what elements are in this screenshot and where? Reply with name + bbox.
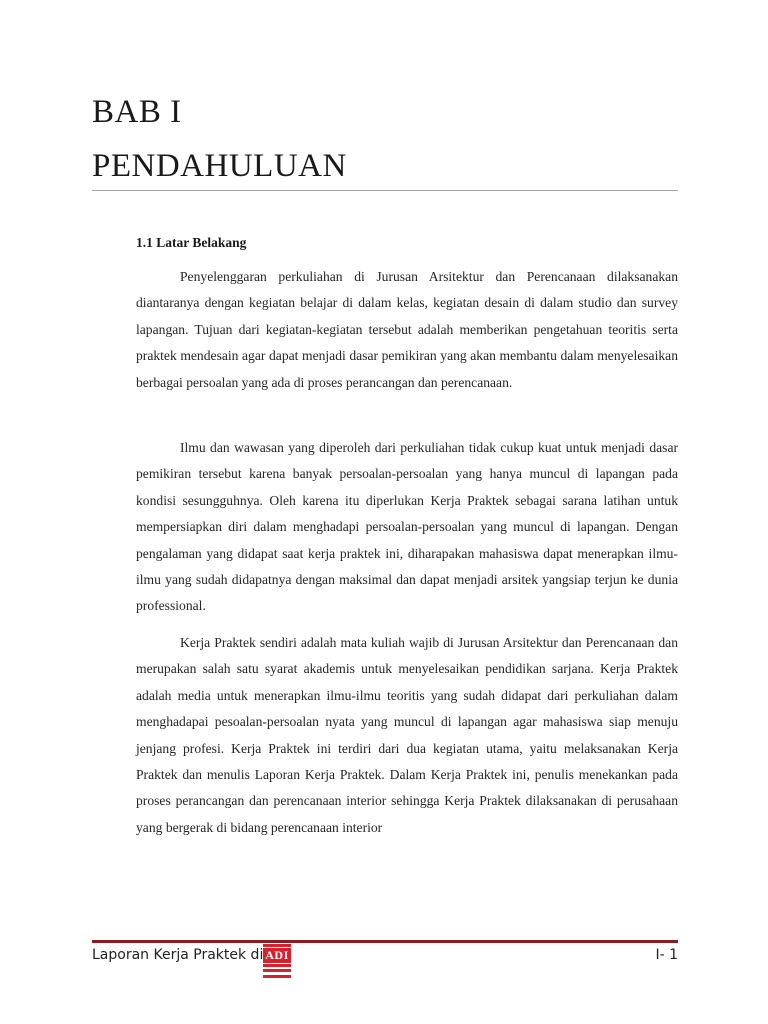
paragraph-3: Kerja Praktek sendiri adalah mata kuliah wajib di Jurusan Arsitektur dan Perencanaan dan merupakan salah satu syarat akademis untuk menyelesaikan pendidikan sarjana. Kerja Praktek adalah media untuk menerapkan ilmu-ilmu teoritis yang sudah didapat dari perkuliahan dalam menghadapai pesoalan-persoalan nyata yang muncul di lapangan agar mahasiswa siap menuju jenjang profesi. Kerja Praktek ini terdiri dari dua kegiatan utama, yaitu melaksanakan Kerja Praktek dan menulis Laporan Kerja Praktek. Dalam Kerja Praktek ini, penulis menekankan pada proses perancangan dan perencanaan interior sehingga Kerja Praktek dilaksanakan di perusahaan yang bergerak di bidang perencanaan interior	[136, 635, 678, 835]
footer-divider	[92, 940, 678, 943]
logo-mid-bar	[263, 964, 291, 967]
paragraph-1: Penyelenggaran perkuliahan di Jurusan Arsitektur dan Perencanaan dilaksanakan diantaranya dengan kegiatan belajar di dalam kelas, kegiatan desain di dalam studio dan survey lapangan. Tujuan dari kegiatan-kegiatan tersebut adalah memberikan pengetahuan teoritis serta praktek mendesain agar dapat menjadi dasar pemikiran yang akan membantu dalam menyelesaikan berbagai persoalan yang ada di proses perancangan dan perencanaan.	[136, 269, 678, 390]
chapter-number: BAB I	[92, 94, 182, 130]
chapter-title: PENDAHULUAN	[92, 148, 347, 184]
page-number: I- 1	[655, 947, 678, 963]
logo-text: ADI	[263, 948, 291, 963]
logo-low-bar	[263, 969, 291, 972]
adi-logo-icon	[263, 944, 291, 978]
paragraph-2: Ilmu dan wawasan yang diperoleh dari perkuliahan tidak cukup kuat untuk menjadi dasar pemikiran tersebut karena banyak persoalan-persoalan yang hanya muncul di lapangan pada kondisi sesungguhnya. Oleh karena itu diperlukan Kerja Praktek sebagai sarana latihan untuk mempersiapkan diri dalam menghadapi persoalan-persoalan yang muncul di lapangan. Dengan pengalaman yang didapat saat kerja praktek ini, diharapakan mahasiswa dapat menerapkan ilmu-ilmu yang sudah didapatnya dengan maksimal dan dapat menjadi arsitek yangsiap terjun ke dunia professional.	[136, 440, 678, 614]
logo-top-bar	[263, 944, 291, 947]
section-heading: 1.1 Latar Belakang	[136, 235, 247, 250]
logo-bottom-bar	[263, 975, 291, 978]
footer-label: Laporan Kerja Praktek di	[92, 947, 264, 963]
title-divider	[92, 190, 678, 191]
